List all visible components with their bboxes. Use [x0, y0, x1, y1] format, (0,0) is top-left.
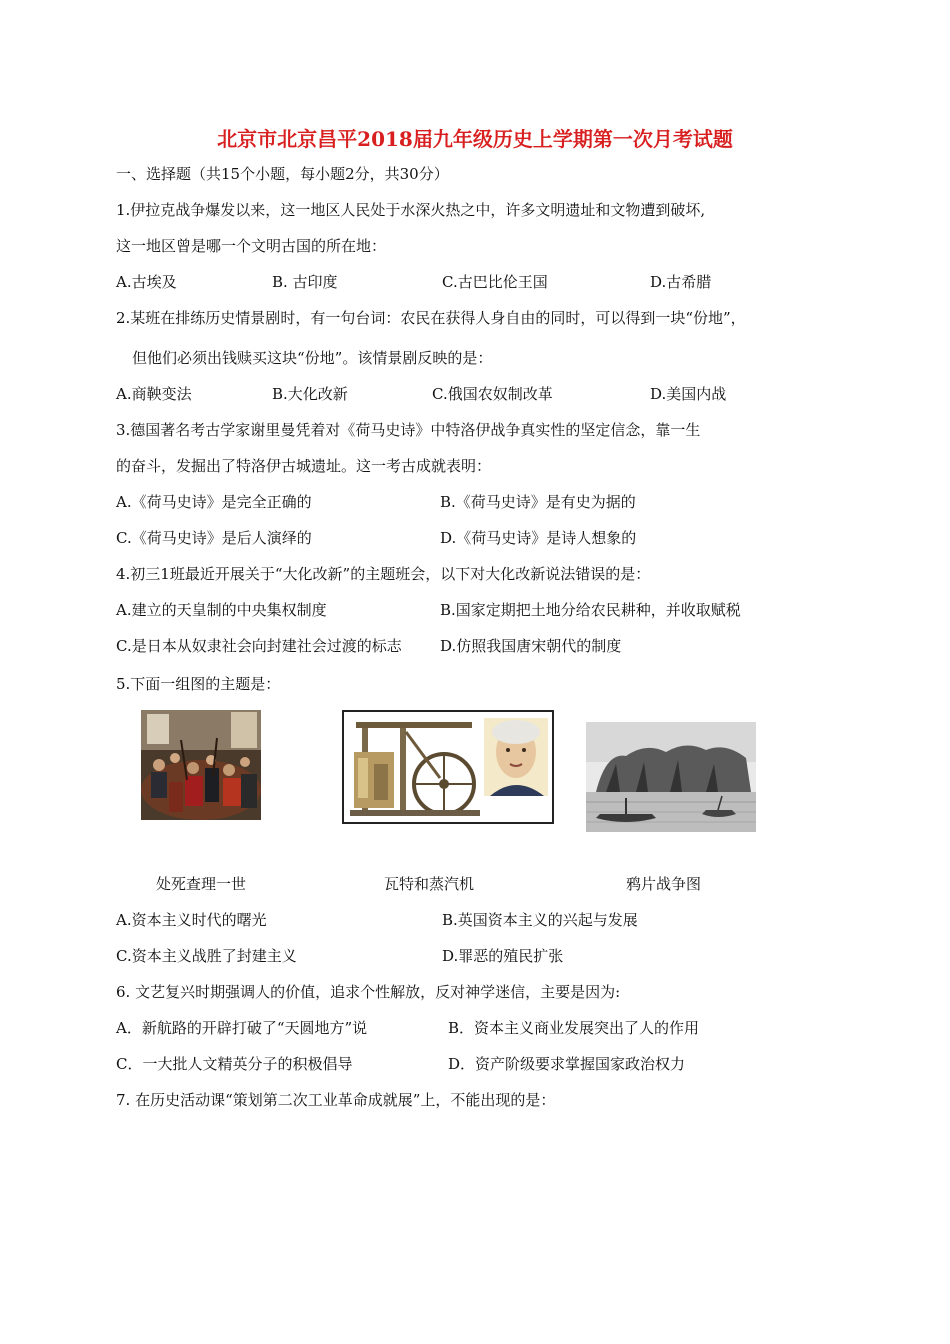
question-2-option-a: A.商鞅变法: [116, 385, 192, 403]
question-2-option-d: D.美国内战: [650, 385, 727, 403]
question-5-option-d: D.罪恶的殖民扩张: [442, 947, 564, 965]
question-2-option-b: B.大化改新: [272, 385, 348, 403]
question-6-option-c: C．一大批人文精英分子的积极倡导: [116, 1055, 353, 1073]
execution-painting-image: [141, 710, 261, 820]
question-6-line-1: 6. 文艺复兴时期强调人的价值，追求个性解放，反对神学迷信，主要是因为:: [116, 983, 621, 1001]
image-caption-2: 瓦特和蒸汽机: [384, 875, 475, 893]
question-4-option-a: A.建立的天皇制的中央集权制度: [116, 601, 327, 619]
question-7-line-1: 7. 在历史活动课“策划第二次工业革命成就展”上，不能出现的是：: [116, 1091, 556, 1109]
question-3-option-b: B.《荷马史诗》是有史为据的: [440, 493, 636, 511]
question-3-option-d: D.《荷马史诗》是诗人想象的: [440, 529, 637, 547]
section-heading: 一、选择题（共15个小题，每小题2分，共30分）: [116, 165, 449, 183]
question-2-line-1: 2.某班在排练历史情景剧时，有一句台词：农民在获得人身自由的同时，可以得到一块“份地”，: [116, 309, 746, 327]
question-4-option-c: C.是日本从奴隶社会向封建社会过渡的标志: [116, 637, 402, 655]
question-3-option-c: C.《荷马史诗》是后人演绎的: [116, 529, 312, 547]
question-4-option-d: D.仿照我国唐宋朝代的制度: [440, 637, 622, 655]
image-caption-3: 鸦片战争图: [626, 875, 702, 893]
question-1-option-b: B. 古印度: [272, 273, 338, 291]
question-1-option-d: D.古希腊: [650, 273, 712, 291]
question-3-line-1: 3.德国著名考古学家谢里曼凭着对《荷马史诗》中特洛伊战争真实性的坚定信念，靠一生: [116, 421, 701, 439]
question-5-option-a: A.资本主义时代的曙光: [116, 911, 267, 929]
question-5-line-1: 5.下面一组图的主题是：: [116, 675, 281, 693]
question-1-option-c: C.古巴比伦王国: [442, 273, 548, 291]
question-6-option-d: D．资产阶级要求掌握国家政治权力: [448, 1055, 686, 1073]
question-1-option-a: A.古埃及: [116, 273, 177, 291]
question-6-option-b: B．资本主义商业发展突出了人的作用: [448, 1019, 700, 1037]
question-1-line-1: 1.伊拉克战争爆发以来，这一地区人民处于水深火热之中，许多文明遗址和文物遭到破坏,: [116, 201, 706, 219]
question-3-line-2: 的奋斗，发掘出了特洛伊古城遗址。这一考古成就表明：: [116, 457, 492, 475]
question-2-line-2: 但他们必须出钱赎买这块“份地”。该情景剧反映的是：: [132, 349, 493, 367]
question-3-option-a: A.《荷马史诗》是完全正确的: [116, 493, 312, 511]
question-2-option-c: C.俄国农奴制改革: [432, 385, 553, 403]
question-5-option-c: C.资本主义战胜了封建主义: [116, 947, 297, 965]
question-4-option-b: B.国家定期把土地分给农民耕种，并收取赋税: [440, 601, 741, 619]
question-1-line-2: 这一地区曾是哪一个文明古国的所在地：: [116, 237, 387, 255]
question-4-line-1: 4.初三1班最近开展关于“大化改新”的主题班会，以下对大化改新说法错误的是：: [116, 565, 651, 583]
opium-war-image: [586, 722, 756, 832]
image-caption-1: 处死查理一世: [156, 875, 247, 893]
page-title: 北京市北京昌平2018届九年级历史上学期第一次月考试题: [217, 127, 733, 151]
question-5-option-b: B.英国资本主义的兴起与发展: [442, 911, 638, 929]
question-6-option-a: A．新航路的开辟打破了“天圆地方”说: [116, 1019, 368, 1037]
watt-steam-engine-image: [342, 710, 554, 824]
